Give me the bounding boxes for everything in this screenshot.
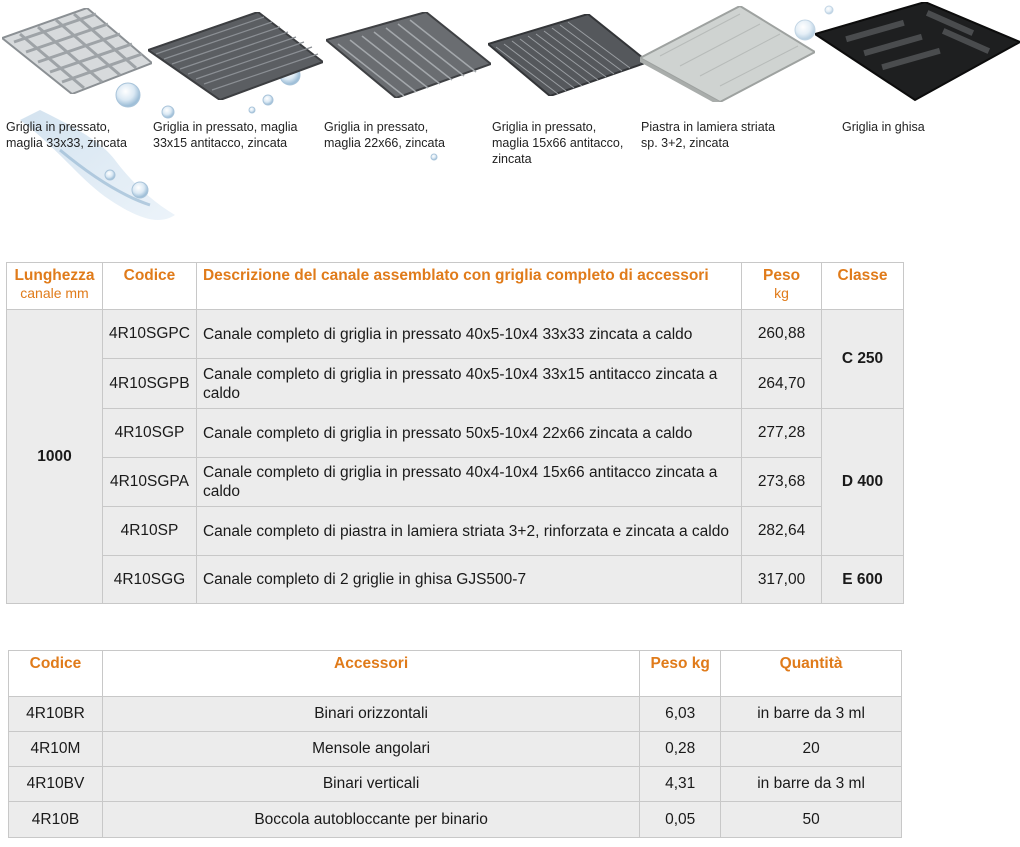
table-row bbox=[7, 359, 904, 409]
header-class: Classe bbox=[822, 263, 904, 310]
product-caption-2: Griglia in pressato, maglia 33x15 antitacco, zincata bbox=[153, 120, 298, 150]
checker-plate-icon bbox=[640, 6, 815, 102]
product-strip bbox=[0, 0, 1020, 230]
acc-code: 4R10B bbox=[9, 802, 103, 838]
acc-name: Boccola autobloccante per binario bbox=[102, 802, 639, 838]
row-code: 4R10SGG bbox=[102, 556, 196, 604]
channel-table-header bbox=[7, 263, 904, 310]
pressed-grate-33x33-icon bbox=[2, 8, 152, 94]
acc-name: Binari orizzontali bbox=[102, 697, 639, 732]
class-e600: E 600 bbox=[822, 556, 904, 604]
acc-code: 4R10M bbox=[9, 732, 103, 767]
acc-qty: in barre da 3 ml bbox=[721, 767, 902, 802]
product-image-2 bbox=[148, 12, 323, 100]
acc-weight: 4,31 bbox=[640, 767, 721, 802]
product-caption-6: Griglia in ghisa bbox=[842, 120, 925, 134]
table-row bbox=[7, 458, 904, 507]
product-image-4 bbox=[488, 14, 648, 96]
header-acc-weight: Peso kg bbox=[640, 651, 721, 697]
header-acc-code: Codice bbox=[9, 651, 103, 697]
acc-name: Mensole angolari bbox=[102, 732, 639, 767]
table-row bbox=[9, 697, 902, 732]
cast-iron-grate-icon bbox=[815, 2, 1020, 102]
row-weight: 260,88 bbox=[742, 310, 822, 359]
row-code: 4R10SP bbox=[102, 507, 196, 556]
table-row bbox=[7, 409, 904, 458]
row-weight: 273,68 bbox=[742, 458, 822, 507]
row-description: Canale completo di griglia in pressato 40x5-10x4 33x33 zincata a caldo bbox=[196, 310, 741, 359]
length-value: 1000 bbox=[7, 310, 103, 604]
row-weight: 277,28 bbox=[742, 409, 822, 458]
table-row bbox=[9, 732, 902, 767]
channel-table bbox=[6, 262, 904, 604]
row-code: 4R10SGPC bbox=[102, 310, 196, 359]
class-d400: D 400 bbox=[822, 409, 904, 556]
row-weight: 282,64 bbox=[742, 507, 822, 556]
class-c250: C 250 bbox=[822, 310, 904, 409]
product-caption-3: Griglia in pressato, maglia 22x66, zincata bbox=[324, 120, 445, 150]
row-code: 4R10SGPA bbox=[102, 458, 196, 507]
acc-weight: 0,28 bbox=[640, 732, 721, 767]
accessories-table bbox=[8, 650, 902, 838]
header-code: Codice bbox=[102, 263, 196, 310]
acc-weight: 0,05 bbox=[640, 802, 721, 838]
row-code: 4R10SGP bbox=[102, 409, 196, 458]
accessories-table-header bbox=[9, 651, 902, 697]
pressed-grate-15x66-icon bbox=[488, 14, 648, 96]
product-caption-4: Griglia in pressato, maglia 15x66 antitacco, zincata bbox=[492, 120, 624, 166]
header-accessory: Accessori bbox=[102, 651, 639, 697]
row-weight: 317,00 bbox=[742, 556, 822, 604]
header-description: Descrizione del canale assemblato con griglia completo di accessori bbox=[196, 263, 741, 310]
table-row bbox=[9, 802, 902, 838]
product-image-1 bbox=[2, 8, 152, 94]
acc-qty: 50 bbox=[721, 802, 902, 838]
table-row bbox=[9, 767, 902, 802]
product-caption-1: Griglia in pressato, maglia 33x33, zincata bbox=[6, 120, 127, 150]
header-length-sub: canale mm bbox=[20, 285, 89, 301]
row-description: Canale completo di griglia in pressato 40x5-10x4 33x15 antitacco zincata a caldo bbox=[196, 359, 741, 409]
row-description: Canale completo di griglia in pressato 50x5-10x4 22x66 zincata a caldo bbox=[196, 409, 741, 458]
row-code: 4R10SGPB bbox=[102, 359, 196, 409]
acc-qty: 20 bbox=[721, 732, 902, 767]
row-description: Canale completo di piastra in lamiera striata 3+2, rinforzata e zincata a caldo bbox=[196, 507, 741, 556]
table-row bbox=[7, 556, 904, 604]
header-quantity: Quantità bbox=[721, 651, 902, 697]
acc-name: Binari verticali bbox=[102, 767, 639, 802]
acc-qty: in barre da 3 ml bbox=[721, 697, 902, 732]
product-image-3 bbox=[326, 12, 491, 98]
header-weight-sub: kg bbox=[774, 285, 789, 301]
row-description: Canale completo di 2 griglie in ghisa GJS500-7 bbox=[196, 556, 741, 604]
table-row bbox=[7, 310, 904, 359]
row-description: Canale completo di griglia in pressato 40x4-10x4 15x66 antitacco zincata a caldo bbox=[196, 458, 741, 507]
row-weight: 264,70 bbox=[742, 359, 822, 409]
table-row bbox=[7, 507, 904, 556]
product-caption-5: Piastra in lamiera striata sp. 3+2, zincata bbox=[641, 120, 776, 150]
acc-weight: 6,03 bbox=[640, 697, 721, 732]
product-image-6 bbox=[815, 2, 1020, 102]
header-weight: Peso kg bbox=[742, 263, 822, 310]
pressed-grate-22x66-icon bbox=[326, 12, 491, 98]
acc-code: 4R10BV bbox=[9, 767, 103, 802]
header-length: Lunghezza canale mm bbox=[7, 263, 103, 310]
product-image-5 bbox=[640, 6, 815, 102]
pressed-grate-33x15-icon bbox=[148, 12, 323, 100]
acc-code: 4R10BR bbox=[9, 697, 103, 732]
